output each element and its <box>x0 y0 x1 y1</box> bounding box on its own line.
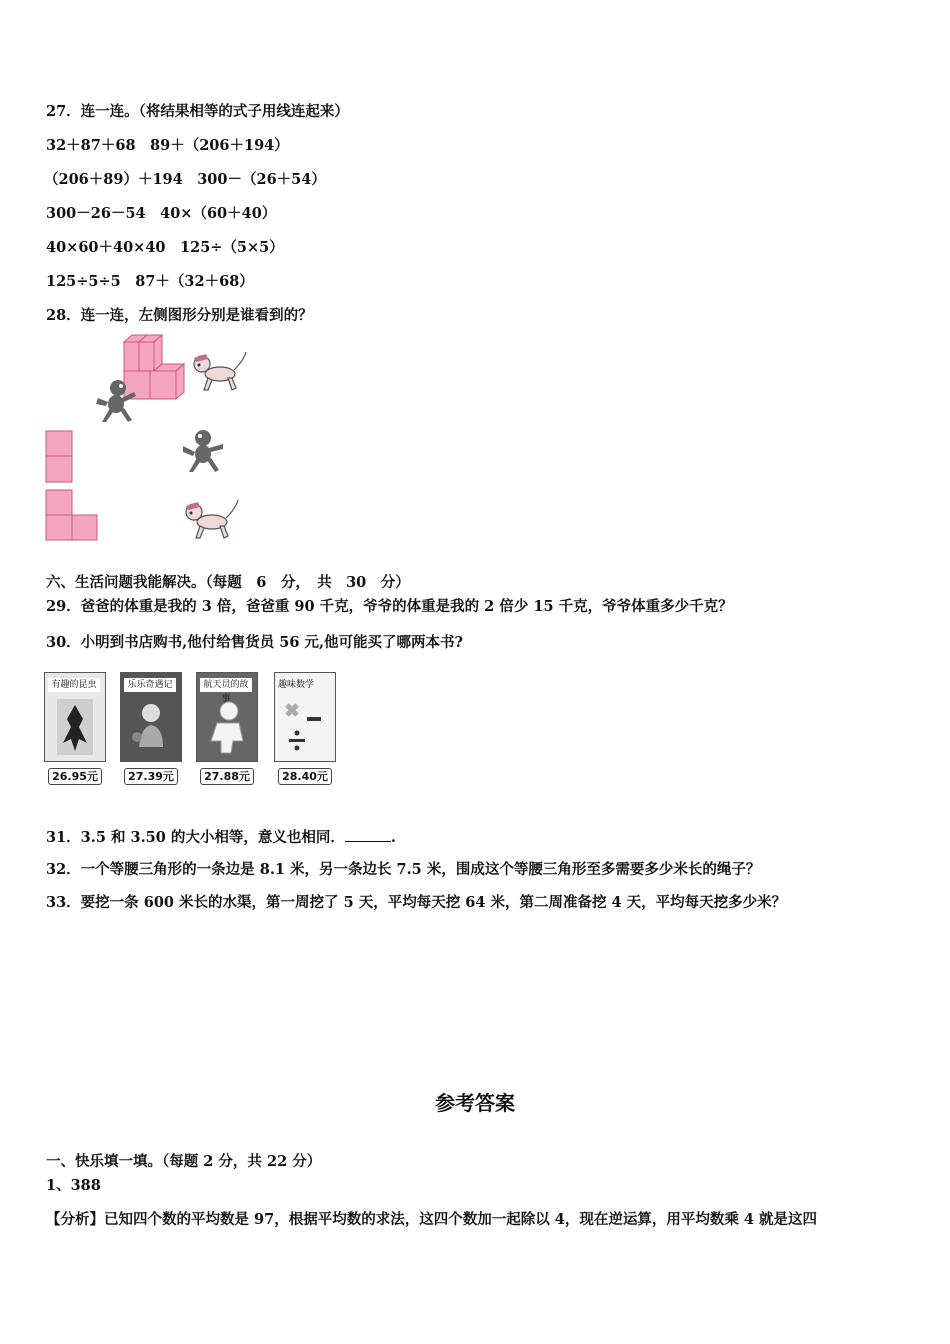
q29-text: 29．爸爸的体重是我的 3 倍，爸爸重 90 千克，爷爷的体重是我的 2 倍少 15 千克，爷爷体重多少千克？ <box>46 598 733 615</box>
q27-row-3: 300－26－54 40×（60＋40） <box>46 205 277 222</box>
book-1-title: 有趣的昆虫 <box>48 678 100 692</box>
dog-figure <box>190 350 248 392</box>
q27-row-1: 32＋87＋68 89＋（206＋194） <box>46 137 289 154</box>
book-1-price: 26.95元 <box>48 768 102 785</box>
q27-row-4: 40×60＋40×40 125÷（5×5） <box>46 239 284 256</box>
math-symbols-icon <box>281 697 329 757</box>
q31-tail: . <box>390 829 396 846</box>
q27-row-5: 125÷5÷5 87＋（32＋68） <box>46 273 254 290</box>
q31-statement: 31．3.5 和 3.50 的大小相等，意义也相同． <box>46 829 345 846</box>
q28-prompt: 28．连一连，左侧图形分别是谁看到的？ <box>46 307 313 324</box>
book-2-title: 乐乐奇遇记 <box>124 678 176 692</box>
q33-text: 33．要挖一条 600 米长的水渠，第一周挖了 5 天，平均每天挖 64 米，第二周准备挖 4 天，平均每天挖多少米？ <box>46 894 787 911</box>
book-4-title: 趣味数学 <box>278 680 315 690</box>
answer-1-analysis: 【分析】已知四个数的平均数是 97，根据平均数的求法，这四个数加一起除以 4，现在逆运算，用平均数乘 4 就是这四 <box>46 1211 818 1228</box>
answer-1: 1、388 <box>46 1177 101 1194</box>
q31-text <box>46 829 396 847</box>
monkey-icon <box>180 428 226 474</box>
cartoon-icon <box>129 697 173 753</box>
answers-title: 参考答案 <box>435 1091 515 1115</box>
monkey-figure <box>94 378 138 424</box>
q27-prompt: 27．连一连。（将结果相等的式子用线连起来） <box>46 103 349 120</box>
book-2-price: 27.39元 <box>124 768 178 785</box>
book-3-title: 航天员的故事 <box>200 678 252 692</box>
book-3-price: 27.88元 <box>200 768 254 785</box>
view-shape-1 <box>45 430 73 484</box>
q32-text: 32．一个等腰三角形的一条边是 8.1 米，另一条边长 7.5 米，围成这个等腰三角形至多需要多少米长的绳子？ <box>46 861 761 878</box>
book-4-price: 28.40元 <box>278 768 332 785</box>
q31-answer-blank[interactable] <box>345 829 391 842</box>
q30-text: 30．小明到书店购书,他付给售货员 56 元,他可能买了哪两本书? <box>46 634 464 651</box>
answers-section-1: 一、快乐填一填。（每题 2 分，共 22 分） <box>46 1153 322 1170</box>
dog-icon <box>182 498 240 540</box>
q27-row-2: （206＋89）＋194 300－（26＋54） <box>44 171 326 188</box>
insect-icon <box>57 699 93 755</box>
view-shape-2 <box>45 489 99 541</box>
section-6-heading: 六、生活问题我能解决。（每题 6 分， 共 30 分） <box>46 574 410 591</box>
